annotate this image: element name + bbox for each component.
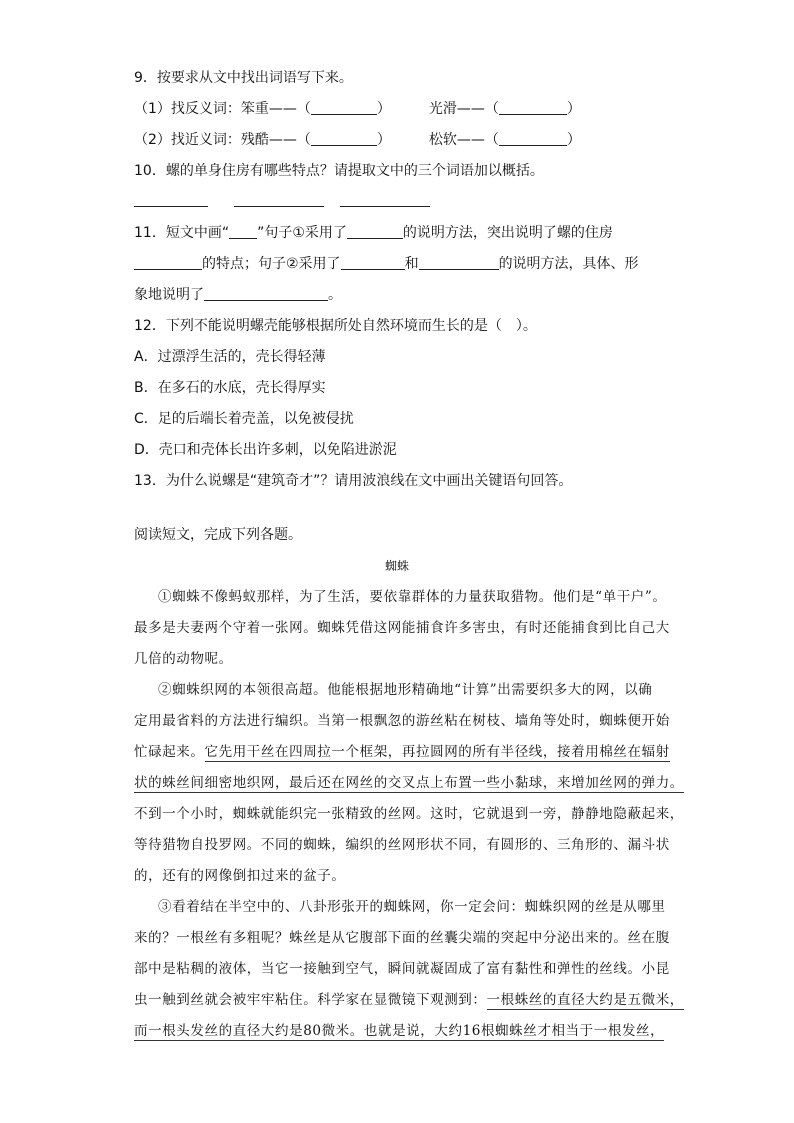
passage-title: 蜘蛛 xyxy=(384,559,409,573)
passage-line: 几倍的动物呢。 xyxy=(134,651,233,667)
q9-antonym-label: （1）找反义词：笨重——（ xyxy=(134,101,311,117)
q12-title: 12．下列不能说明螺壳能够根据所处自然环境而生长的是（ ）。 xyxy=(134,318,537,334)
answer-blank[interactable] xyxy=(204,286,328,301)
answer-blank[interactable] xyxy=(134,206,208,207)
q11-line-3 xyxy=(134,285,342,305)
q10-title: 10．螺的单身住房有哪些特点？请提取文中的三个词语加以概括。 xyxy=(134,163,544,179)
q11-text: 象地说明了 xyxy=(134,287,204,303)
passage-line: ③看着结在半空中的、八卦形张开的蜘蛛网，你一定会问：蜘蛛织网的丝是从哪里 xyxy=(158,899,666,915)
q12-option-c[interactable]: C．足的后端长着壳盖，以免被侵扰 xyxy=(134,411,354,427)
q9-row-synonym xyxy=(134,130,581,150)
answer-blank[interactable] xyxy=(229,224,257,239)
q11-text: 的特点；句子②采用了 xyxy=(202,256,341,272)
passage-line: 定用最省料的方法进行编织。当第一根飘忽的游丝粘在树枝、墙角等处时，蜘蛛便开始 xyxy=(134,713,670,729)
reading-intro: 阅读短文，完成下列各题。 xyxy=(134,527,302,543)
q9-antonym-label-2: 光滑——（ xyxy=(428,101,499,117)
q11-text: 和 xyxy=(404,256,419,272)
passage-line xyxy=(134,742,670,762)
q11-text: 。 xyxy=(328,287,342,303)
underlined-sentence-1: 状的蛛丝间细密地织网，最后还在网丝的交叉点上布置一些小黏球，来增加丝网的弹力。 xyxy=(134,775,684,791)
answer-blank[interactable] xyxy=(341,255,405,270)
passage-line: ②蜘蛛织网的本领很高超。他能根据地形精确地“计算”出需要织多大的网，以确 xyxy=(158,682,653,698)
answer-blank[interactable] xyxy=(499,100,567,115)
answer-blank[interactable] xyxy=(134,255,202,270)
q12-option-b[interactable]: B．在多石的水底，壳长得厚实 xyxy=(134,380,326,396)
passage-line xyxy=(134,773,684,793)
bracket-close: ） xyxy=(376,132,391,148)
passage-line xyxy=(134,1021,664,1041)
passage-text: 虫一触到丝就会被牢牢粘住。科学家在显微镜下观测到： xyxy=(134,992,487,1008)
q11-line-2 xyxy=(134,254,639,274)
q11-text: 11．短文中画“ xyxy=(134,225,230,241)
q12-option-a[interactable]: A．过漂浮生活的，壳长得轻薄 xyxy=(134,349,326,365)
answer-blank[interactable] xyxy=(499,131,567,146)
passage-line: 等待猎物自投罗网。不同的蜘蛛，编织的丝网形状不同，有圆形的、三角形的、漏斗状 xyxy=(134,837,670,853)
answer-blank[interactable] xyxy=(311,100,377,115)
passage-line: 的，还有的网像倒扣过来的盆子。 xyxy=(134,868,346,884)
q12-option-d[interactable]: D．壳口和壳体长出许多刺，以免陷进淤泥 xyxy=(134,442,397,458)
q11-line-1 xyxy=(134,223,613,243)
passage-text: 忙碌起来。 xyxy=(134,744,205,760)
answer-blank[interactable] xyxy=(311,131,377,146)
q13-title: 13．为什么说螺是“建筑奇才”？请用波浪线在文中画出关键语句回答。 xyxy=(134,473,573,489)
q9-synonym-label-2: 松软——（ xyxy=(428,132,499,148)
passage-line: 部中是粘稠的液体，当它一接触到空气，瞬间就凝固成了富有黏性和弹性的丝线。小昆 xyxy=(134,961,670,977)
underlined-sentence-2: 而一根头发丝的直径大约是80微米。也就是说，大约16根蜘蛛丝才相当于一根发丝， xyxy=(134,1023,665,1039)
q9-row-antonym xyxy=(134,99,581,119)
q9-synonym-label: （2）找近义词：残酷——（ xyxy=(134,132,311,148)
answer-blank[interactable] xyxy=(419,255,499,270)
q9-title: 9．按要求从文中找出词语写下来。 xyxy=(134,70,353,86)
passage-line: 来的？一根丝有多粗呢？蛛丝是从它腹部下面的丝囊尖端的突起中分泌出来的。丝在腹 xyxy=(134,930,670,946)
passage-line: ①蜘蛛不像蚂蚁那样，为了生活，要依靠群体的力量获取猎物。他们是“单干户”。 xyxy=(158,589,667,605)
bracket-close: ） xyxy=(566,101,581,117)
passage-line: 最多是夫妻两个守着一张网。蜘蛛凭借这网能捕食许多害虫，有时还能捕食到比自己大 xyxy=(134,620,670,636)
bracket-close: ） xyxy=(376,101,391,117)
passage-line xyxy=(134,990,684,1010)
underlined-sentence-2: 一根蛛丝的直径大约是五微米， xyxy=(486,992,684,1008)
answer-blank[interactable] xyxy=(340,206,430,207)
passage-line: 不到一个小时，蜘蛛就能织完一张精致的丝网。这时，它就退到一旁，静静地隐蔽起来， xyxy=(134,806,684,822)
bracket-close: ） xyxy=(566,132,581,148)
underlined-sentence-1: 它先用干丝在四周拉一个框架，再拉圆网的所有半径线，接着用棉丝在辐射 xyxy=(204,744,670,760)
q11-text: 的说明方法，具体、形 xyxy=(498,256,639,272)
q11-text: 的说明方法，突出说明了螺的住房 xyxy=(402,225,613,241)
q11-text: ”句子①采用了 xyxy=(257,225,347,241)
answer-blank[interactable] xyxy=(347,224,403,239)
answer-blank[interactable] xyxy=(234,206,324,207)
